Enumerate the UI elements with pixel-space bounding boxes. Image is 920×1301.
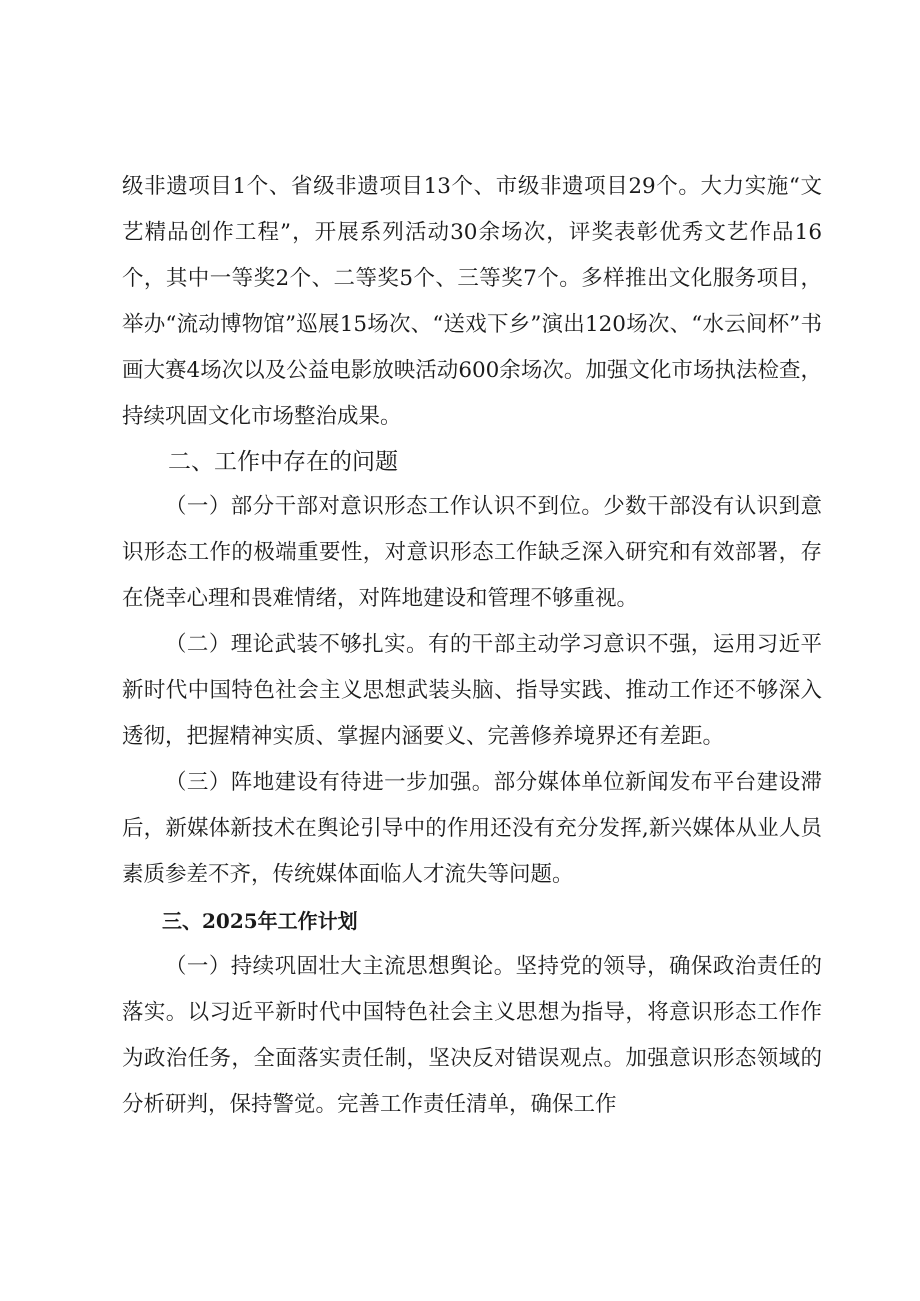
section-3-paragraph-1: （一）持续巩固壮大主流思想舆论。坚持党的领导，确保政治责任的落实。以习近平新时代中国特色社会主义思想为指导，将意识形态工作作为政治任务，全面落实责任制，坚决反对错误观点。加强意识形态领域的分析研判，保持警觉。完善工作责任清单，确保工作 (122, 954, 822, 1117)
intro-continuation-paragraph: 级非遗项目1个、省级非遗项目13个、市级非遗项目29个。大力实施“文艺精品创作工程”，开展系列活动30余场次，评奖表彰优秀文艺作品16个，其中一等奖2个、二等奖5个、三等奖7个。多样推出文化服务项目，举办“流动博物馆”巡展15场次、“送戏下乡”演出120场次、“水云间杯”书画大赛4场次以及公益电影放映活动600余场次。加强文化市场执法检查，持续巩固文化市场整治成果。 (122, 174, 822, 429)
section-2-paragraph-3: （三）阵地建设有待进一步加强。部分媒体单位新闻发布平台建设滞后，新媒体新技术在舆论引导中的作用还没有充分发挥,新兴媒体从业人员素质参差不齐，传统媒体面临人才流失等问题。 (122, 770, 822, 887)
document-body (122, 164, 822, 1128)
section-2-heading: 二、工作中存在的问题 (168, 449, 398, 475)
section-2-paragraph-2: （二）理论武装不够扎实。有的干部主动学习意识不强，运用习近平新时代中国特色社会主义思想武装头脑、指导实践、推动工作还不够深入透彻，把握精神实质、掌握内涵要义、完善修养境界还有差距。 (122, 632, 822, 749)
section-3-heading: 三、2025年工作计划 (162, 909, 358, 933)
section-2-paragraph-1: （一）部分干部对意识形态工作认识不到位。少数干部没有认识到意识形态工作的极端重要性，对意识形态工作缺乏深入研究和有效部署，存在侥幸心理和畏难情绪，对阵地建设和管理不够重视。 (122, 494, 822, 611)
